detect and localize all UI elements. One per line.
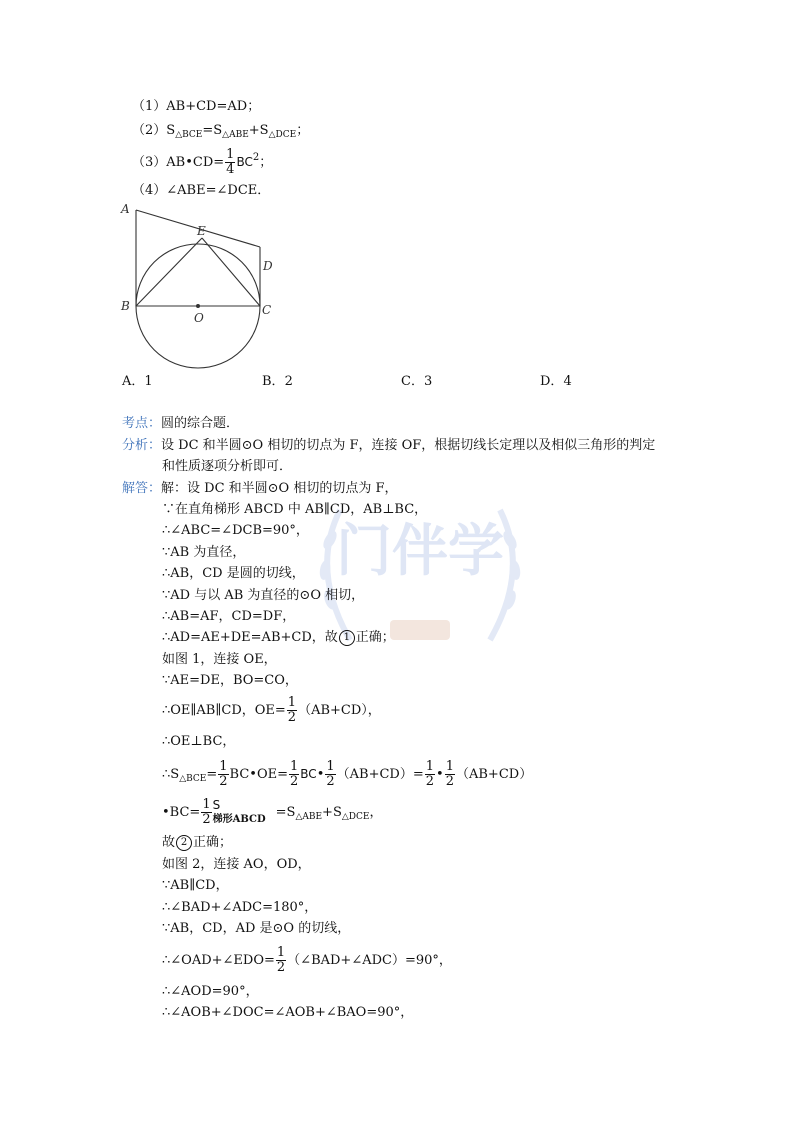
statement-1: （1）AB+CD=AD； [132,99,261,114]
solution-line: ∴AB，CD 是圆的切线， [162,566,305,581]
solution-line: ∴∠ABC=∠DCB=90°， [162,523,309,538]
label-a: A [121,202,130,216]
fenxi-section: 分析：设 DC 和半圆⊙O 相切的切点为 F，连接 OF，根据切线长定理以及相似三角形的判定 [122,438,656,453]
option-a: A．1 [122,374,153,389]
solution-line: $\therefore S_{\triangle BCE}=$ $\frac{1}{2}$ BC•OE= $\frac{1}{2}$ BC• $\frac{1}{2}$ （AB+CD）= $\frac{1}{2}$ • $\frac{1}{2}$ （AB+CD） [162,759,533,789]
solution-line: ∵在直角梯形 ABCD 中 AB∥CD，AB⊥BC， [162,502,428,517]
label-c: C [262,303,272,317]
kaodian-section: 考点：圆的综合题． [122,416,240,431]
geometry-figure [118,200,288,372]
jieda-tag: 解答： [122,481,162,496]
option-d: D．4 [540,374,572,389]
solution-line: ∴AD=AE+DE=AB+CD，故 1 正确； [162,630,395,645]
solution-line: •BC= $\frac{1}{2}$ S 梯形ABCD $=S_{\triangle ABE}+S_{\triangle DCE}$， [162,797,383,827]
solution-line: ∴OE⊥BC， [162,734,236,749]
solution-line: ∴∠AOB+∠DOC=∠AOB+∠BAO=90°， [162,1005,414,1020]
solution-line: ∵AE=DE，BO=CO， [162,673,298,688]
watermark-text: 门伴学 [336,519,504,584]
label-b: B [121,299,130,313]
label-o: O [194,311,204,325]
solution-line: ∵AD 与以 AB 为直径的⊙O 相切， [162,588,365,603]
fenxi-line2: 和性质逐项分析即可． [162,459,293,474]
solution-line: 如图 1，连接 OE， [162,652,277,667]
solution-line: ∴∠BAD+∠ADC=180°， [162,900,318,915]
solution-line: ∴AB=AF，CD=DF， [162,609,296,624]
statement-3: （3）AB•CD= $\frac{1}{4}$ $BC^2$； [132,147,273,177]
jieda-section: 解答：解：设 DC 和半圆⊙O 相切的切点为 F， [122,481,398,496]
option-b: B．2 [262,374,293,389]
center-point [196,304,200,308]
solution-line: 故 2 正确； [162,835,233,850]
kaodian-tag: 考点： [122,416,162,431]
option-c: C．3 [401,374,433,389]
fenxi-tag: 分析： [122,438,162,453]
solution-line: ∵AB∥CD， [162,878,229,893]
statement-4: （4）∠ABE=∠DCE． [132,183,271,198]
solution-line: ∵AB 为直径， [162,545,246,560]
solution-line: ∴OE∥AB∥CD，OE= $\frac{1}{2}$ （AB+CD）， [162,695,381,725]
solution-line: ∴∠OAD+∠EDO= $\frac{1}{2}$ （∠BAD+∠ADC）=90°， [162,945,452,975]
statement-2: $(2)S_{\triangle BCE}=S_{\triangle ABE}+S_{\triangle DCE}$； [132,123,310,140]
label-d: D [263,259,273,273]
solution-line: ∵AB，CD，AD 是⊙O 的切线， [162,921,351,936]
segment-ec [202,238,260,306]
solution-line: ∴∠AOD=90°， [162,984,259,999]
label-e: E [197,224,206,238]
solution-line: 如图 2，连接 AO，OD， [162,857,311,872]
